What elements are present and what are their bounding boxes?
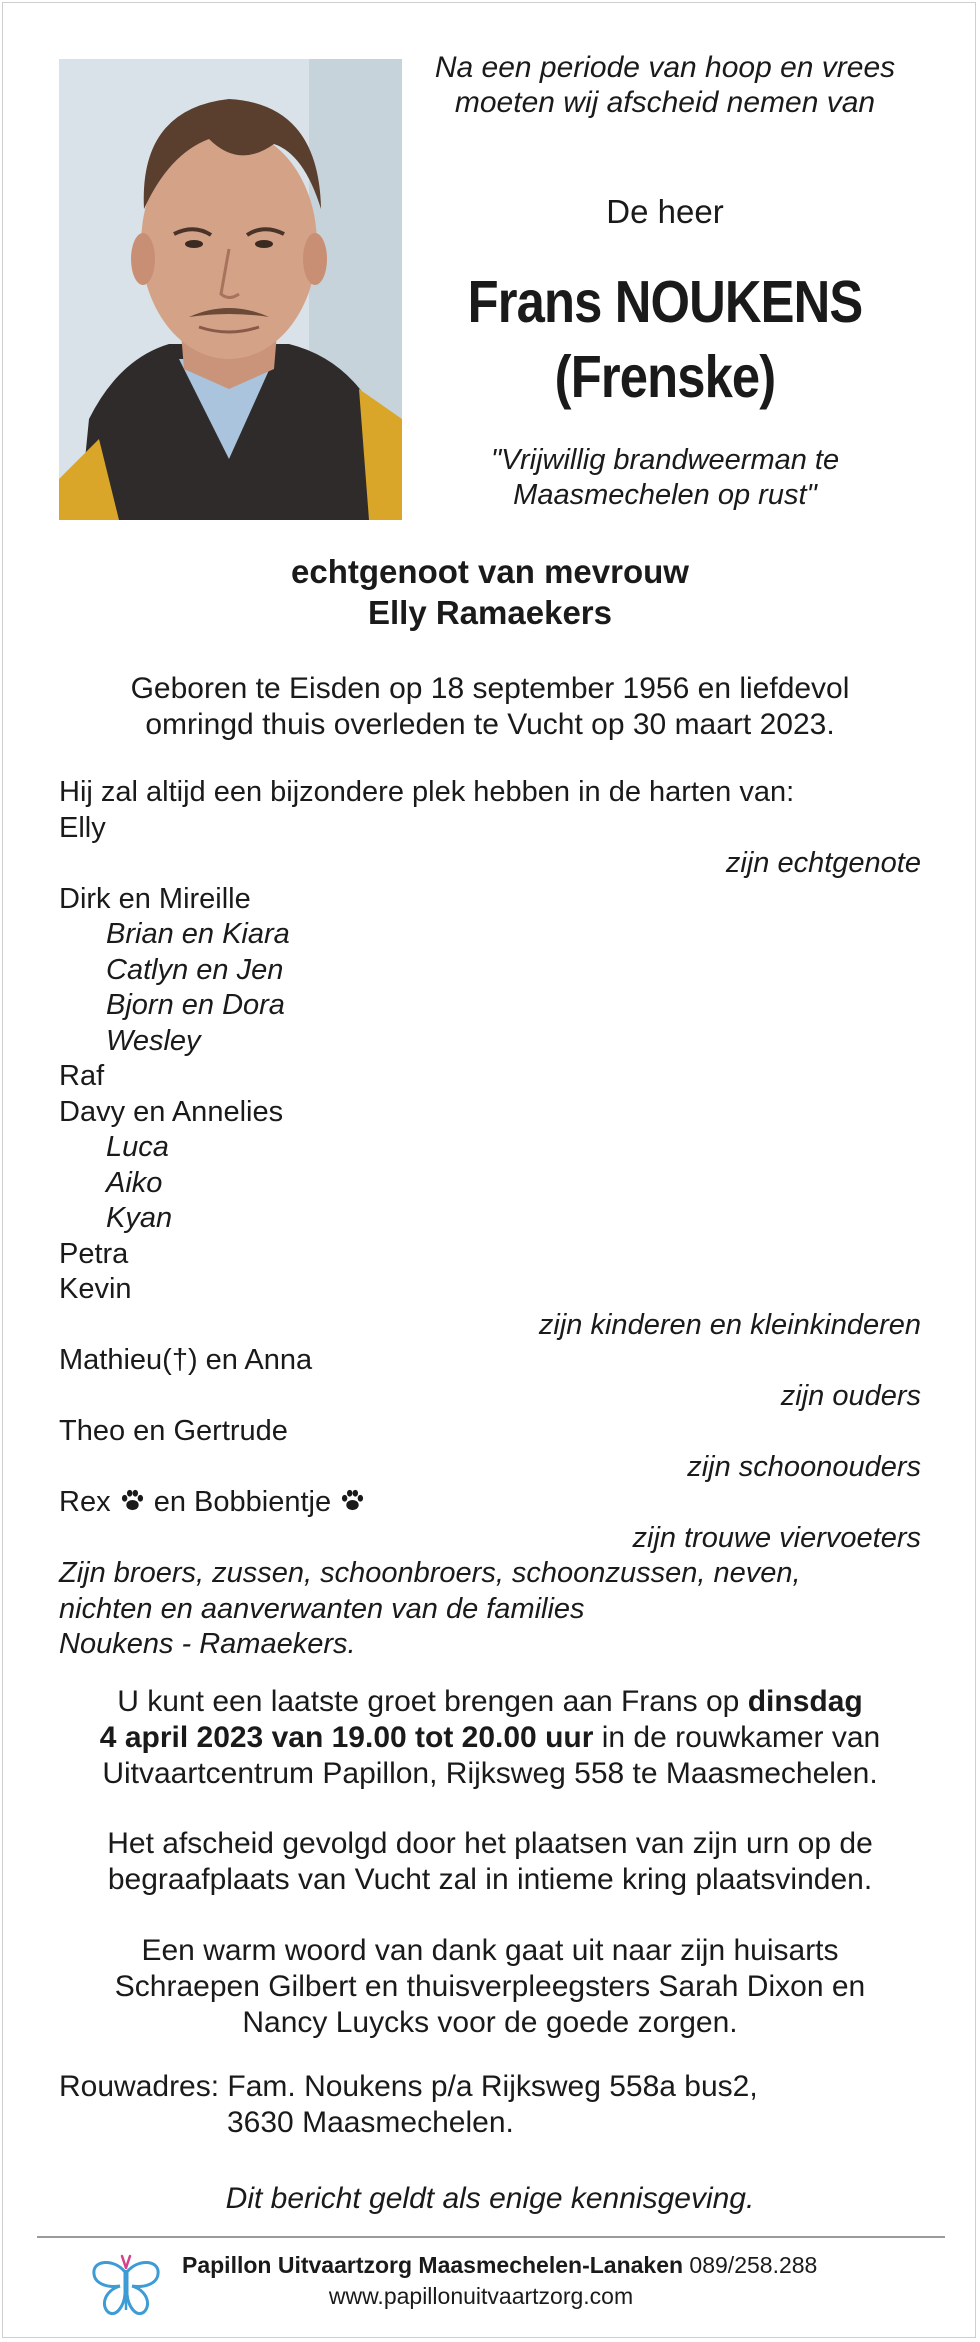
company-phone: 089/258.288 [683,2252,818,2278]
notice-text: Dit bericht geldt als enige kennisgeving. [225,2182,755,2215]
farewell-text [0,1826,980,1898]
spouse-line: echtgenoot van mevrouw [291,553,689,590]
text-line: Geboren te Eisden op 18 september 1956 en liefdevol [130,672,850,705]
text-line: omringd thuis overleden te Vucht op 30 maart 2023. [145,708,835,741]
portrait-photo [59,59,402,520]
intro-line: moeten wij afscheid nemen van [454,86,876,119]
name-line: Frans NOUKENS [467,269,863,335]
mourning-address [59,2069,758,2141]
text-line: Een warm woord van dank gaat uit naar zijn huisarts [141,1934,839,1967]
visit-day: dinsdag [747,1685,863,1718]
family-member: Raf [59,1060,105,1092]
address-line: 3630 Maasmechelen. [227,2106,514,2139]
footer-company [182,2252,817,2279]
motto-line: Maasmechelen op rust" [513,479,817,511]
intro-line: Na een periode van hoop en vrees [434,51,896,84]
family-member: Davy en Annelies [59,1095,284,1128]
motto [410,443,920,513]
company-website[interactable]: www.papillonuitvaartzorg.com [328,2283,634,2309]
relation-label: zijn echtgenote [725,847,921,879]
relation-label: zijn trouwe viervoeters [632,1521,921,1554]
paw-icon [119,1487,146,1514]
extended-family-line: Zijn broers, zussen, schoonbroers, schoonzussen, neven, [59,1557,801,1589]
family-member: Petra [59,1237,129,1270]
extended-family-line: nichten en aanverwanten van de families [59,1592,585,1625]
visit-text: U kunt een laatste groet brengen aan Frans op [117,1685,748,1718]
spouse-name: Elly Ramaekers [367,594,612,631]
family-member: Kevin [59,1273,132,1305]
address-line: Rouwadres: Fam. Noukens p/a Rijksweg 558a bus2, [59,2070,758,2103]
relation-label: zijn kinderen en kleinkinderen [538,1308,921,1341]
intro-text [410,50,920,120]
butterfly-logo [86,2250,166,2322]
grandchild: Kyan [106,1202,173,1234]
family-member: Theo en Gertrude [59,1415,288,1447]
deceased-name [446,265,885,415]
pet-name: Rex [59,1486,111,1518]
text-line: begraafplaats van Vucht zal in intieme kring plaatsvinden. [107,1863,873,1896]
visitation-text [0,1684,980,1792]
footer-divider [37,2236,945,2238]
nickname-line: (Frenske) [554,344,776,410]
family-member: Mathieu(†) en Anna [59,1344,313,1376]
grandchild: Catlyn en Jen [106,953,284,986]
text-line [0,1684,980,1720]
pet-name: en Bobbientje [153,1486,332,1518]
family-heading: Hij zal altijd een bijzondere plek hebben in de harten van: [59,776,795,808]
title-prefix: De heer [606,193,724,230]
thanks-text [0,1933,980,2041]
paw-icon [339,1487,366,1514]
pets-line [59,1485,921,1521]
grandchild: Brian en Kiara [106,918,290,950]
family-member: Dirk en Mireille [59,882,251,915]
visit-text: in de rouwkamer van [593,1721,881,1754]
text-line [0,1720,980,1756]
grandchild: Wesley [106,1024,201,1057]
birth-death-text [0,671,980,743]
text-line: Schraepen Gilbert en thuisverpleegsters Sarah Dixon en [114,1970,866,2003]
grandchild: Aiko [106,1166,163,1199]
relation-label: zijn schoonouders [687,1450,921,1483]
text-line: Nancy Luycks voor de goede zorgen. [242,2006,738,2039]
extended-family-line: Noukens - Ramaekers. [59,1628,356,1660]
spouse-block [0,551,980,633]
grandchild: Luca [106,1131,169,1163]
grandchild: Bjorn en Dora [106,989,285,1021]
company-name: Papillon Uitvaartzorg Maasmechelen-Lanaken [182,2252,684,2278]
text-line: Uitvaartcentrum Papillon, Rijksweg 558 te Maasmechelen. [102,1757,878,1790]
motto-line: "Vrijwillig brandweerman te [490,444,840,476]
family-member: Elly [59,811,106,844]
family-list [59,775,921,1663]
text-line: Het afscheid gevolgd door het plaatsen van zijn urn op de [107,1827,873,1860]
relation-label: zijn ouders [780,1379,921,1412]
visit-datetime: 4 april 2023 van 19.00 tot 20.00 uur [99,1721,594,1754]
